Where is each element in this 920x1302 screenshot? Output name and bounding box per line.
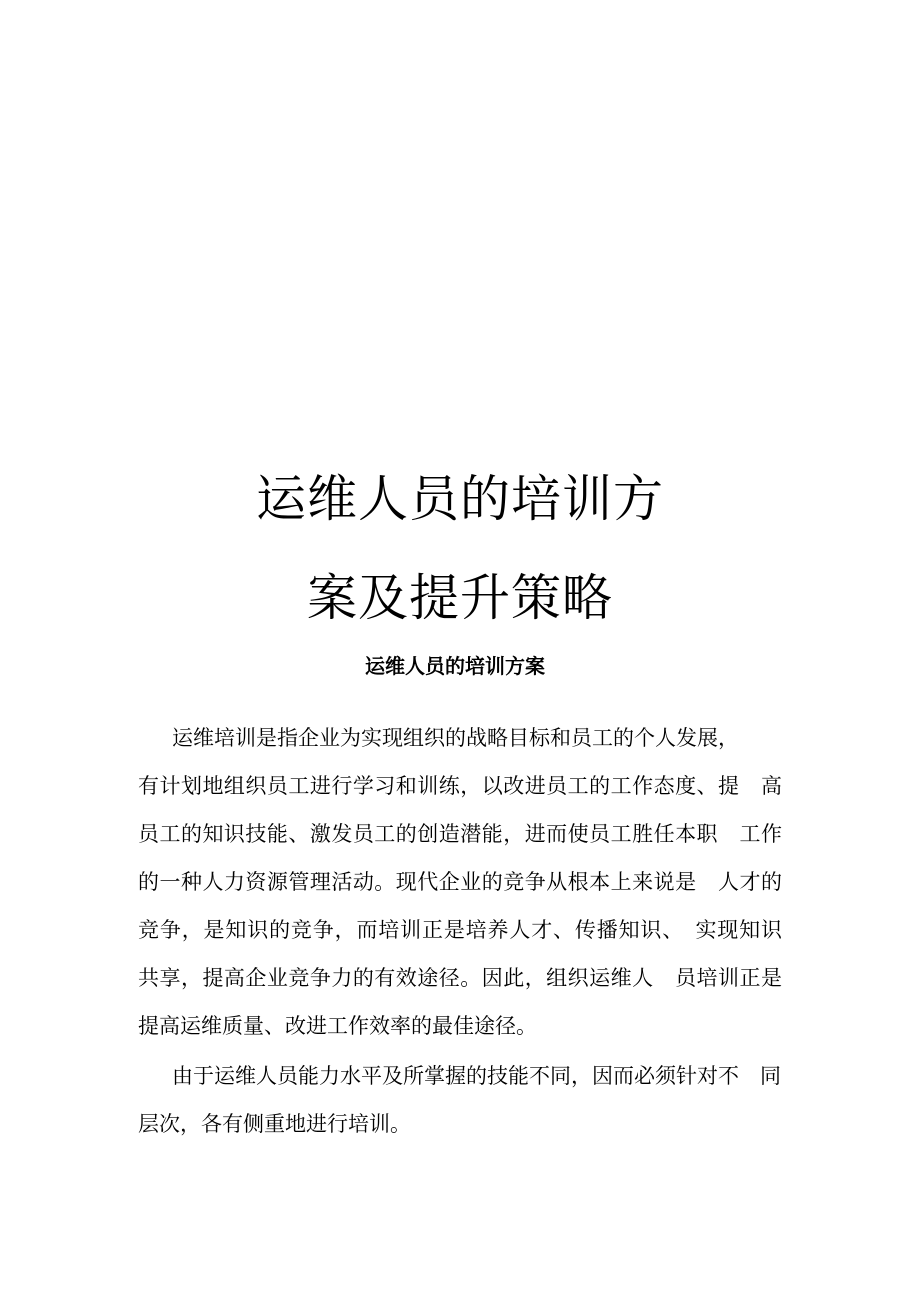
paragraph-line: 运维培训是指企业为实现组织的战略目标和员工的个人发展，: [172, 726, 739, 750]
document-title-line-2: 案及提升策略: [307, 569, 613, 627]
section-heading: 运维人员的培训方案: [365, 654, 545, 678]
paragraph-line: 层次，各有侧重地进行培训。: [138, 1112, 411, 1136]
paragraph-line: 提高运维质量、改进工作效率的最佳途径。: [138, 1014, 537, 1038]
paragraph-line: 的一种人力资源管理活动。现代企业的竞争从根本上来说是 人才的: [138, 870, 782, 894]
document-title-line-1: 运维人员的培训方: [256, 470, 664, 528]
paragraph-1: [138, 714, 782, 1050]
paragraph-line: 员工的知识技能、激发员工的创造潜能，进而使员工胜任本职 工作: [138, 822, 782, 846]
paragraph-line: 共享，提高企业竞争力的有效途径。因此，组织运维人 员培训正是: [138, 966, 782, 990]
paragraph-2: [138, 1052, 782, 1148]
paragraph-line: 由于运维人员能力水平及所掌握的技能不同，因而必须针对不 同: [172, 1064, 781, 1088]
paragraph-line: 竞争，是知识的竞争，而培训正是培养人才、传播知识、 实现知识: [138, 918, 782, 942]
paragraph-line: 有计划地组织员工进行学习和训练，以改进员工的工作态度、提 高: [138, 774, 782, 798]
